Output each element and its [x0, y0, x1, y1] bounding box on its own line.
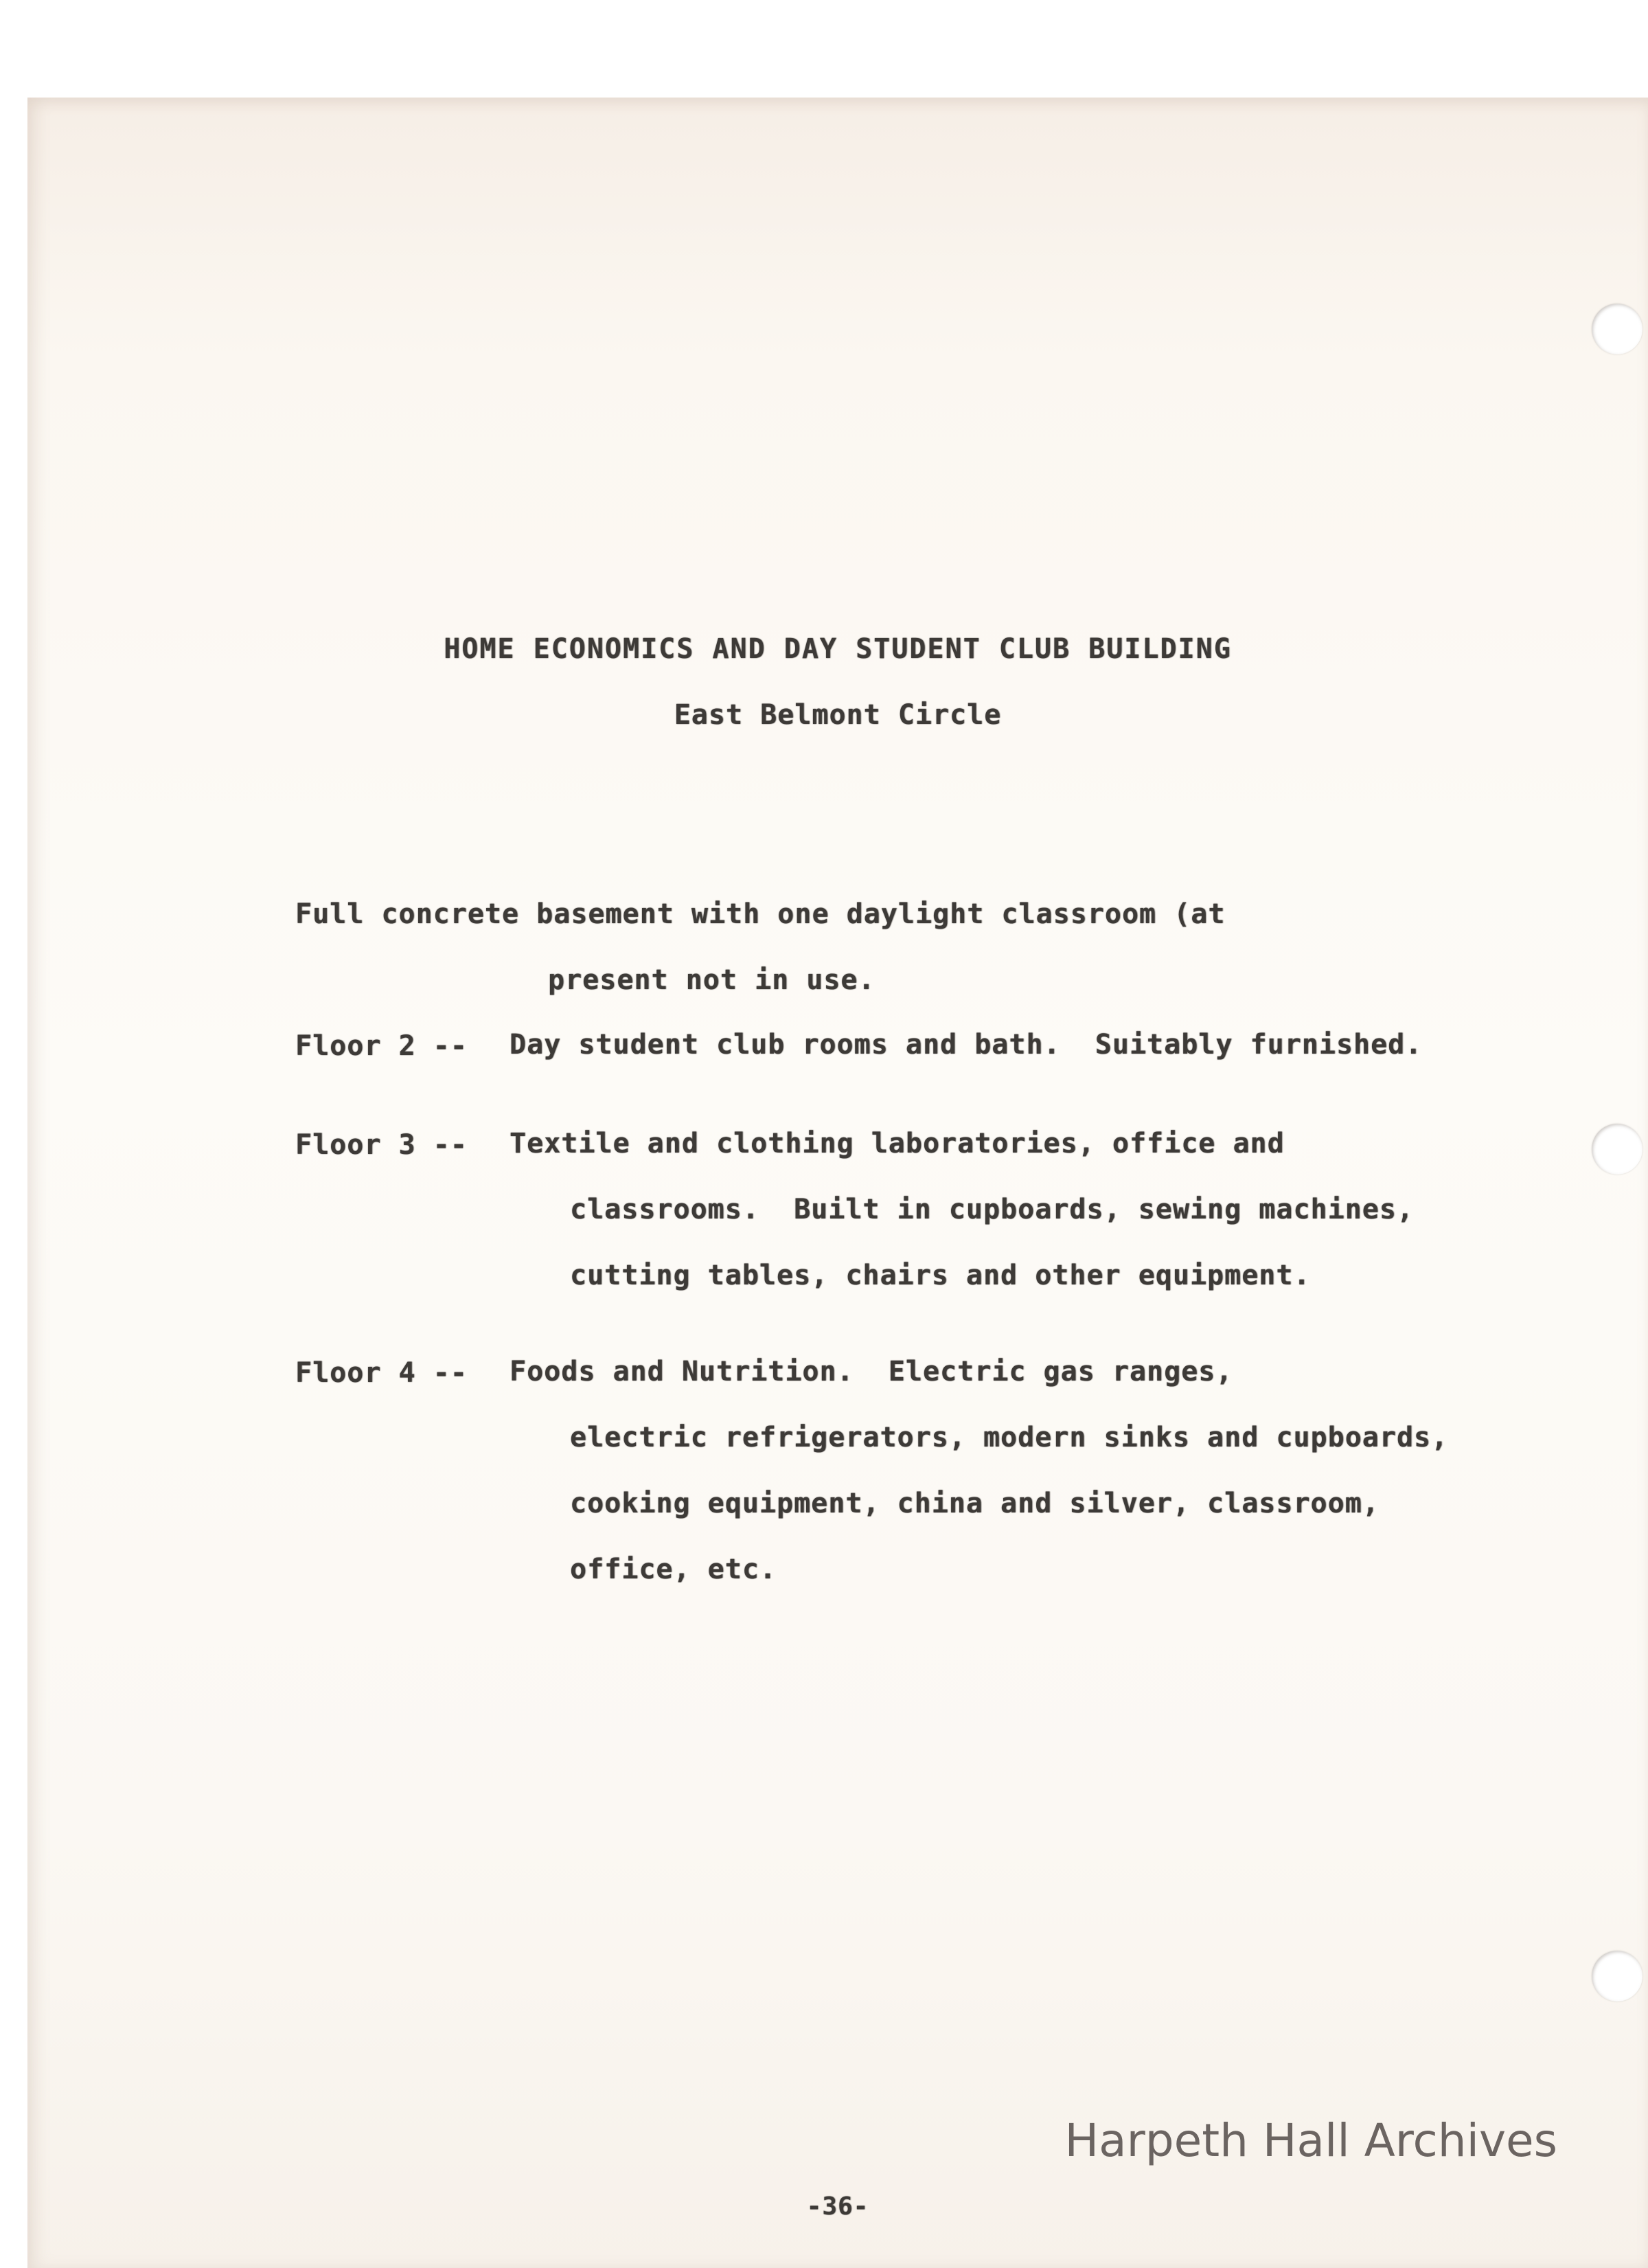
floor-3-line-3: cutting tables, chairs and other equipment.	[570, 1260, 1311, 1291]
floor-3-label: Floor 3 --	[295, 1129, 468, 1161]
page-title: HOME ECONOMICS AND DAY STUDENT CLUB BUILDING	[444, 633, 1232, 665]
floor-4-line-2: electric refrigerators, modern sinks and cupboards,	[570, 1422, 1449, 1453]
basement-line-1: Full concrete basement with one daylight classroom (at	[295, 898, 1226, 930]
floor-4-line-3: cooking equipment, china and silver, classroom,	[570, 1488, 1380, 1519]
floor-2-label: Floor 2 --	[295, 1030, 468, 1062]
punch-hole-bottom	[1592, 1951, 1643, 2001]
page-number: -36-	[806, 2192, 869, 2221]
floor-4-line-1: Foods and Nutrition. Electric gas ranges,	[510, 1356, 1233, 1387]
floor-4-line-4: office, etc.	[570, 1554, 777, 1585]
floor-3-line-1: Textile and clothing laboratories, office and	[510, 1128, 1285, 1159]
floor-3-line-2: classrooms. Built in cupboards, sewing machines,	[570, 1194, 1415, 1225]
floor-4-label: Floor 4 --	[295, 1357, 468, 1389]
page-subtitle: East Belmont Circle	[674, 699, 1002, 731]
typewritten-page	[27, 98, 1648, 2268]
floor-2-line-1: Day student club rooms and bath. Suitably furnished.	[510, 1029, 1423, 1061]
punch-hole-top	[1592, 304, 1643, 354]
punch-hole-middle	[1592, 1124, 1643, 1175]
basement-line-2: present not in use.	[548, 964, 876, 996]
archive-watermark: Harpeth Hall Archives	[1064, 2114, 1557, 2167]
